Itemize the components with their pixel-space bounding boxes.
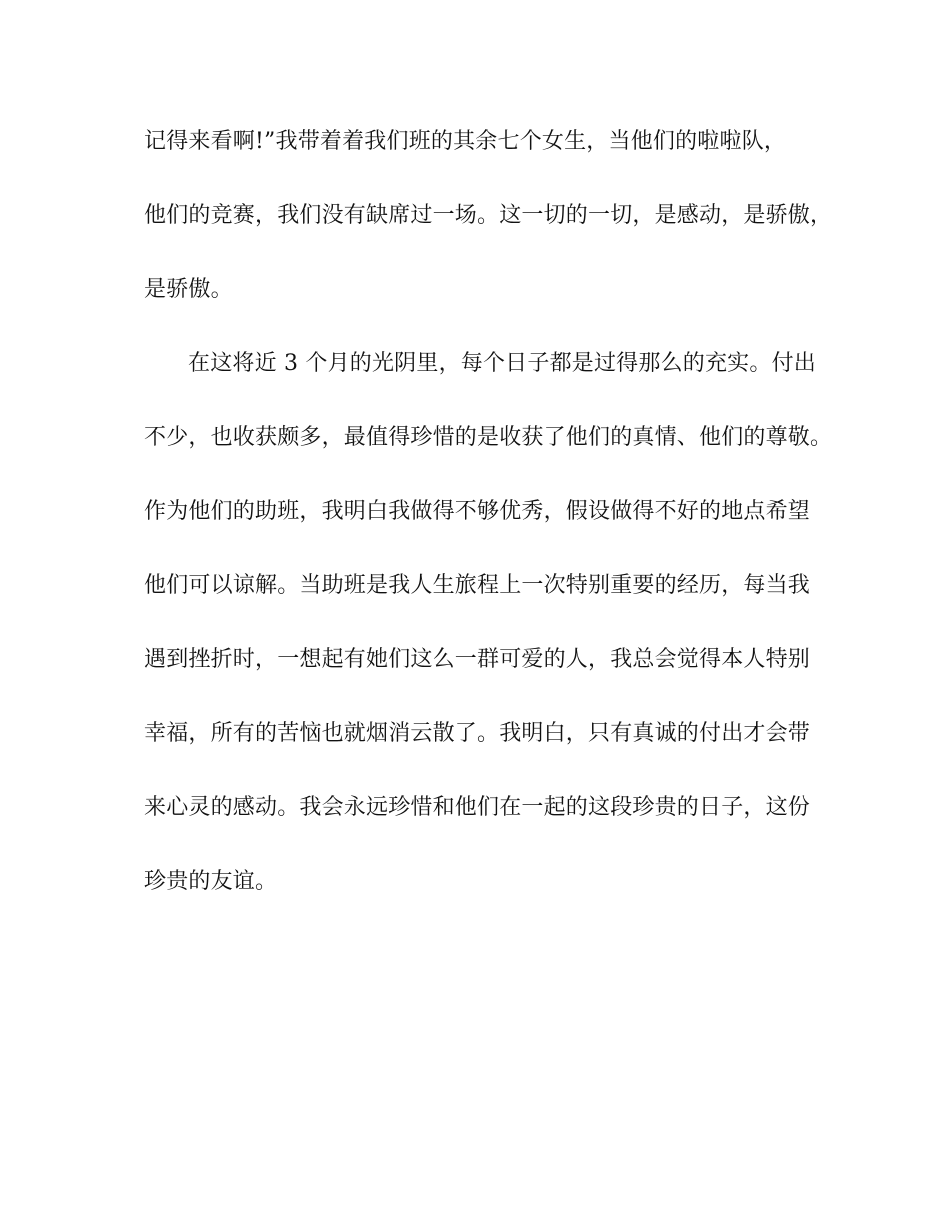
paragraph-first-line: 在这将近 3 个月的光阴里，每个日子都是过得那么的充实。付出 [188,351,816,376]
text-line: 他们的竞赛，我们没有缺席过一场。这一切的一切，是感动，是骄傲， [144,203,833,228]
text-line: 幸福，所有的苦恼也就烟消云散了。我明白，只有真诚的付出才会带 [144,721,811,746]
document-body [144,120,833,934]
text-line: 不少，也收获颇多，最值得珍惜的是收获了他们的真情、他们的尊敬。 [144,425,833,450]
text-line: 作为他们的助班，我明白我做得不够优秀，假设做得不好的地点希望 [144,499,811,524]
text-line: 珍贵的友谊。 [144,869,278,894]
text-line: 记得来看啊!”我带着着我们班的其余七个女生，当他们的啦啦队， [144,129,787,154]
text-line: 遇到挫折时，一想起有她们这么一群可爱的人，我总会觉得本人特别 [144,647,811,672]
text-line: 来心灵的感动。我会永远珍惜和他们在一起的这段珍贵的日子，这份 [144,795,811,820]
text-line: 他们可以谅解。当助班是我人生旅程上一次特别重要的经历，每当我 [144,573,811,598]
text-line: 是骄傲。 [144,277,233,302]
